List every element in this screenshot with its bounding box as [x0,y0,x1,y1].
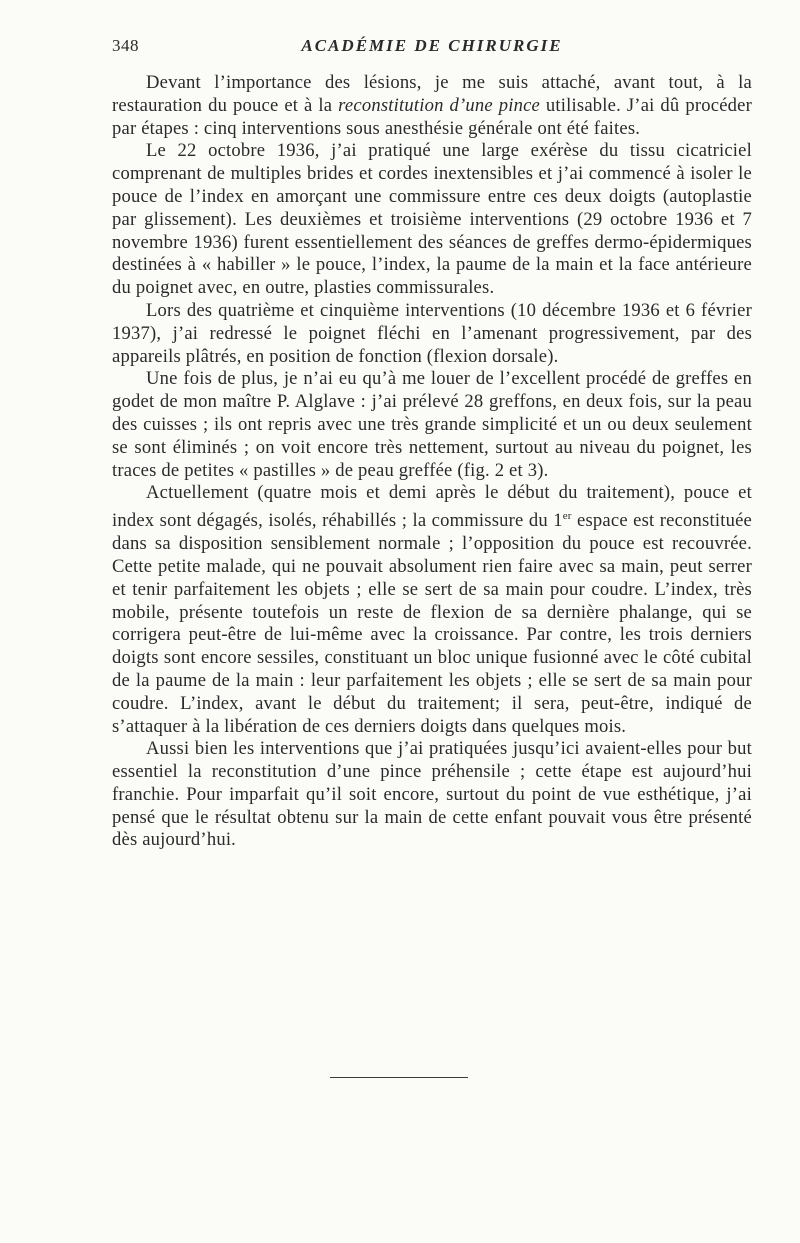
page-number: 348 [112,36,139,55]
page-header [112,36,752,60]
end-rule [330,1077,468,1078]
paragraph-4: Une fois de plus, je n’ai eu qu’à me louer de l’excellent procédé de greffes en godet de mon maître P. Alglave : j’ai prélevé 28 greffons, en deux fois, sur la peau des cuisses ; ils ont repris avec une très grande simplicité et un ou deux seulement se sont éliminés ; on voit encore très nettement, surtout au niveau du poignet, les traces de petites « pastilles » de peau greffée (fig. 2 et 3). [112,368,752,481]
paragraph-1: Devant l’importance des lésions, je me suis attaché, avant tout, à la restauration du pouce et à la reconstitution d’une pince utilisable. J’ai dû procéder par étapes : cinq interventions sous anesthésie générale ont été faites. [112,72,752,139]
running-title: ACADÉMIE DE CHIRURGIE [301,36,563,55]
paragraph-6: Aussi bien les interventions que j’ai pratiquées jusqu’ici avaient-elles pour but essentiel la reconstitution d’une pince préhensile ; cette étape est aujourd’hui franchie. Pour imparfait qu’il soit encore, surtout du point de vue esthétique, j’ai pensé que le résultat obtenu sur la main de cette enfant pouvait vous être présenté dès aujourd’hui. [112,738,752,851]
paragraph-3: Lors des quatrième et cinquième interventions (10 décembre 1936 et 6 février 1937), j’ai redressé le poignet fléchi en l’amenant progressivement, par des appareils plâtrés, en position de fonction (flexion dorsale). [112,299,752,367]
paragraph-2: Le 22 octobre 1936, j’ai pratiqué une large exérèse du tissu cicatriciel comprenant de multiples brides et cordes inextensibles et j’ai commencé à isoler le pouce de l’index en amorçant une commissure entre ces deux doigts (autoplastie par glissement). Les deuxièmes et troisième interventions (29 octobre 1936 et 7 novembre 1936) furent essentiellement des séances de greffes dermo-épidermiques destinées à « habiller » le pouce, l’index, la paume de la main et la face antérieure du poignet avec, en outre, plasties commissurales. [112,140,752,299]
ordinal-superscript: er [562,510,572,523]
body-text [112,72,752,852]
emphasis-text: reconstitution d’une pince [338,94,541,116]
paragraph-5: Actuellement (quatre mois et demi après le début du traitement), pouce et index sont dégagés, isolés, réhabillés ; la commissure du 1er espace est reconstituée dans sa disposition sensiblement normale ; l’opposition du pouce est recouvrée. Cette petite malade, qui ne pouvait absolument rien faire avec sa main, peut serrer et tenir parfaitement les objets ; elle se sert de sa main pour coudre. L’index, très mobile, présente toutefois un reste de flexion de sa dernière phalange, qui se corrigera peut-être de lui-même avec la croissance. Par contre, les trois derniers doigts sont encore sessiles, constituant un bloc unique fusionné avec le côté cubital de la paume de la main : leur parfaitement les objets ; elle se sert de sa main pour coudre. L’index, avant le début du traitement; il sera, peut-être, indiqué de s’attaquer à la libération de ces derniers doigts dans quelques mois. [112,482,752,737]
